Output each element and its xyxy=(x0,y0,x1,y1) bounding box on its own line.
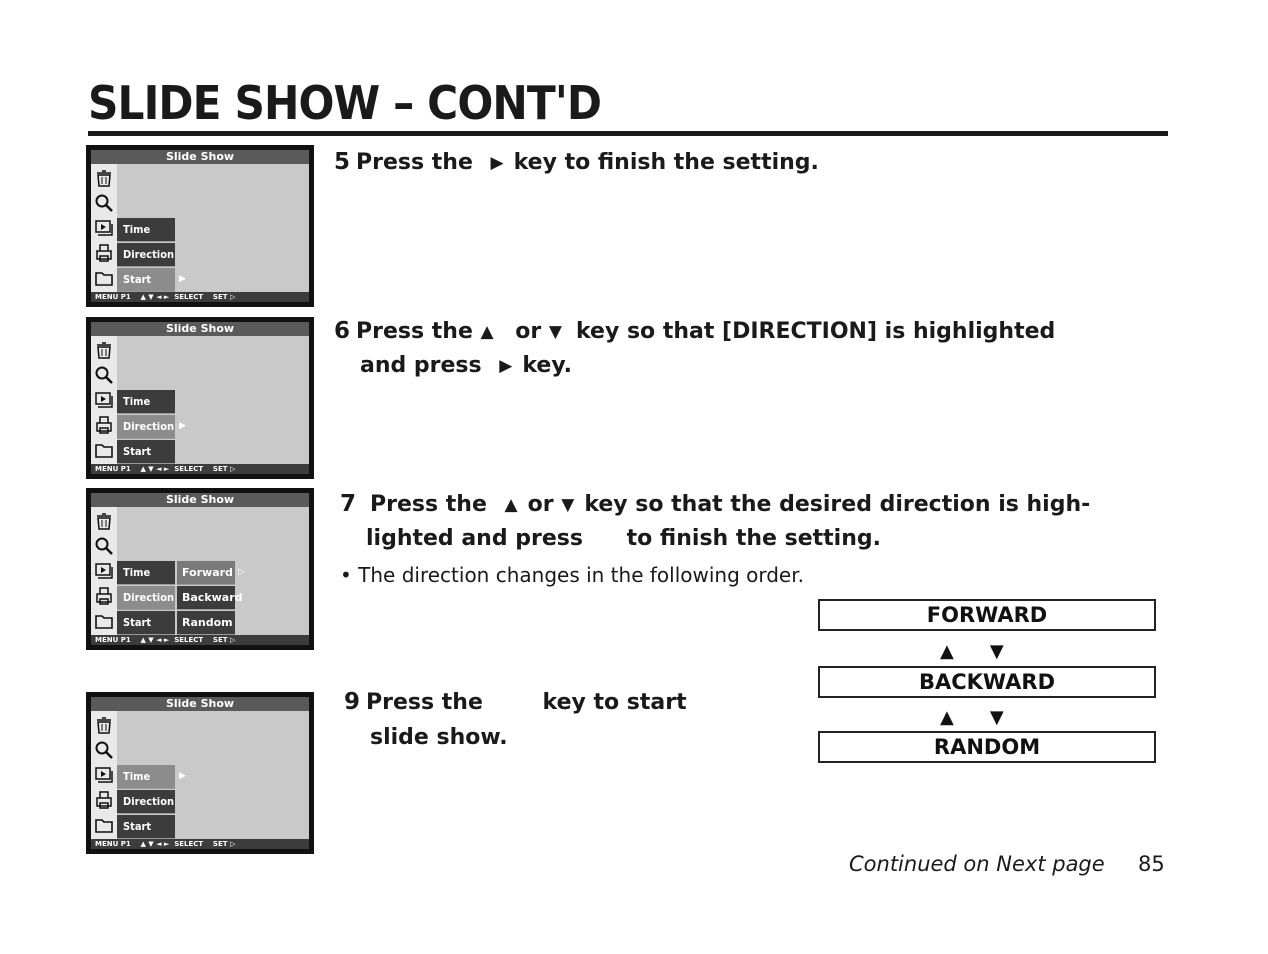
magnify-icon xyxy=(94,536,114,556)
menu-item-time: Time xyxy=(117,765,175,789)
direction-note: • The direction changes in the following order. xyxy=(340,563,804,587)
menu-item-start: Start xyxy=(117,440,175,464)
step-text: and press xyxy=(360,353,482,378)
order-random: RANDOM xyxy=(818,731,1156,763)
step-text: lighted and press xyxy=(366,526,583,551)
step-text: or xyxy=(527,492,554,517)
step-text: Press the xyxy=(370,492,487,517)
menu-item-start: Start xyxy=(117,268,175,292)
magnify-icon xyxy=(94,740,114,760)
slideshow-icon xyxy=(94,390,114,410)
triangle-up-icon: ▲ xyxy=(940,707,990,728)
triangle-up-icon: ▲ xyxy=(504,494,518,515)
screen-icon-column xyxy=(91,507,117,635)
menu-item-start: Start xyxy=(117,611,175,635)
menu-item-direction: Direction xyxy=(117,243,175,267)
print-icon xyxy=(94,415,114,435)
step-text: Press the xyxy=(366,690,483,715)
step-number: 7 xyxy=(340,491,357,517)
step-number: 5 xyxy=(334,149,351,175)
camera-screen-step6 xyxy=(86,317,314,479)
trash-icon xyxy=(94,340,114,360)
order-arrows-2 xyxy=(940,707,1040,728)
screen-title: Slide Show xyxy=(91,150,309,164)
triangle-right-icon: ▶ xyxy=(499,355,513,376)
step-text: to finish the setting. xyxy=(626,526,881,551)
trash-icon xyxy=(94,715,114,735)
triangle-down-icon: ▼ xyxy=(561,494,575,515)
step-5 xyxy=(334,151,819,174)
screen-status-bar: MENU P1 ▲ ▼ ◄ ► SELECT SET ▷ xyxy=(91,635,309,645)
step-text: key to start xyxy=(542,690,687,715)
folder-icon xyxy=(94,611,114,631)
slideshow-icon xyxy=(94,218,114,238)
menu-item-direction: Direction xyxy=(117,415,175,439)
print-icon xyxy=(94,790,114,810)
screen-status-bar: MENU P1 ▲ ▼ ◄ ► SELECT SET ▷ xyxy=(91,839,309,849)
camera-screen-step5 xyxy=(86,145,314,307)
triangle-down-icon: ▼ xyxy=(989,641,1040,662)
triangle-up-icon: ▲ xyxy=(940,641,990,662)
order-forward: FORWARD xyxy=(818,599,1156,631)
slideshow-icon xyxy=(94,561,114,581)
step-number: 6 xyxy=(334,318,351,344)
magnify-icon xyxy=(94,365,114,385)
triangle-right-icon: ▶ xyxy=(179,771,186,781)
step-number: 9 xyxy=(344,689,361,715)
title-rule xyxy=(88,131,1168,136)
submenu-forward: Forward xyxy=(177,561,235,585)
continued-note: Continued on Next page xyxy=(849,852,1105,876)
menu-item-time: Time xyxy=(117,390,175,414)
screen-icon-column xyxy=(91,711,117,839)
step-7-line2 xyxy=(366,528,881,550)
folder-icon xyxy=(94,815,114,835)
step-6 xyxy=(334,320,1055,343)
triangle-up-icon: ▲ xyxy=(480,321,494,342)
menu-item-start: Start xyxy=(117,815,175,839)
step-text: or xyxy=(515,319,542,344)
order-arrows-1 xyxy=(940,641,1040,662)
step-text: Press the xyxy=(356,319,473,344)
menu-item-direction: Direction xyxy=(117,586,175,610)
page-number: 85 xyxy=(1138,852,1165,876)
screen-status-bar: MENU P1 ▲ ▼ ◄ ► SELECT SET ▷ xyxy=(91,464,309,474)
step-9 xyxy=(344,691,687,714)
triangle-right-icon: ▶ xyxy=(490,152,504,173)
step-text: key so that [DIRECTION] is highlighted xyxy=(576,319,1056,344)
triangle-right-outline-icon: ▷ xyxy=(238,567,245,577)
step-9-line2: slide show. xyxy=(370,725,508,750)
screen-status-bar: MENU P1 ▲ ▼ ◄ ► SELECT SET ▷ xyxy=(91,292,309,302)
step-6-line2 xyxy=(360,355,572,377)
camera-screen-step7 xyxy=(86,488,314,650)
submenu-random: Random xyxy=(177,611,235,635)
screen-icon-column xyxy=(91,164,117,292)
screen-icon-column xyxy=(91,336,117,464)
magnify-icon xyxy=(94,193,114,213)
triangle-down-icon: ▼ xyxy=(548,321,562,342)
print-icon xyxy=(94,243,114,263)
trash-icon xyxy=(94,168,114,188)
order-backward: BACKWARD xyxy=(818,666,1156,698)
screen-title: Slide Show xyxy=(91,322,309,336)
triangle-right-icon: ▶ xyxy=(179,421,186,431)
step-text: key. xyxy=(522,353,573,378)
menu-item-time: Time xyxy=(117,561,175,585)
slideshow-icon xyxy=(94,765,114,785)
step-text: key so that the desired direction is high- xyxy=(584,492,1091,517)
submenu-backward: Backward xyxy=(177,586,235,610)
menu-item-direction: Direction xyxy=(117,790,175,814)
step-text: key to finish the setting. xyxy=(513,150,819,175)
page-title: SLIDE SHOW – CONT'D xyxy=(88,76,602,130)
screen-title: Slide Show xyxy=(91,697,309,711)
folder-icon xyxy=(94,440,114,460)
step-text: Press the xyxy=(356,150,473,175)
screen-title: Slide Show xyxy=(91,493,309,507)
folder-icon xyxy=(94,268,114,288)
triangle-down-icon: ▼ xyxy=(989,707,1040,728)
step-7 xyxy=(340,493,1090,516)
triangle-right-icon: ▶ xyxy=(179,274,186,284)
menu-item-time: Time xyxy=(117,218,175,242)
camera-screen-step9 xyxy=(86,692,314,854)
trash-icon xyxy=(94,511,114,531)
print-icon xyxy=(94,586,114,606)
